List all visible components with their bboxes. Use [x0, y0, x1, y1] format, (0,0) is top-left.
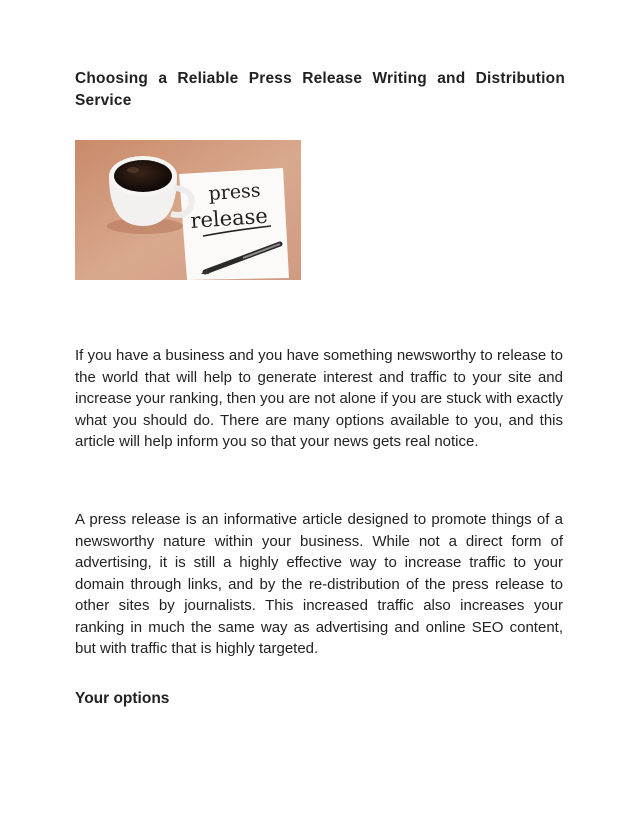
- handwritten-release: release: [189, 203, 269, 233]
- paragraph-intro: If you have a business and you have something newsworthy to release to the world that will help to generate interest and traffic to your site and increase your ranking, then you are not alone if you are stuck with exactly what you should do. There are many options available to you, and this article will help inform you so that your news gets real notice.: [75, 347, 563, 450]
- press-release-image: [75, 140, 301, 280]
- paragraph-definition: A press release is an informative article designed to promote things of a newsworthy nature within your business. While not a direct form of advertising, it is still a highly effective way to increase traffic to your domain through links, and by the re-distribution of the press release to other sites by journalists. This increased traffic also increases your ranking in much the same way as advertising and online SEO content, but with traffic that is highly targeted.: [75, 511, 563, 657]
- section-heading: Your options: [75, 690, 170, 707]
- handwritten-press: press: [207, 179, 262, 205]
- document-title: Choosing a Reliable Press Release Writing and Distribution Service: [75, 70, 565, 109]
